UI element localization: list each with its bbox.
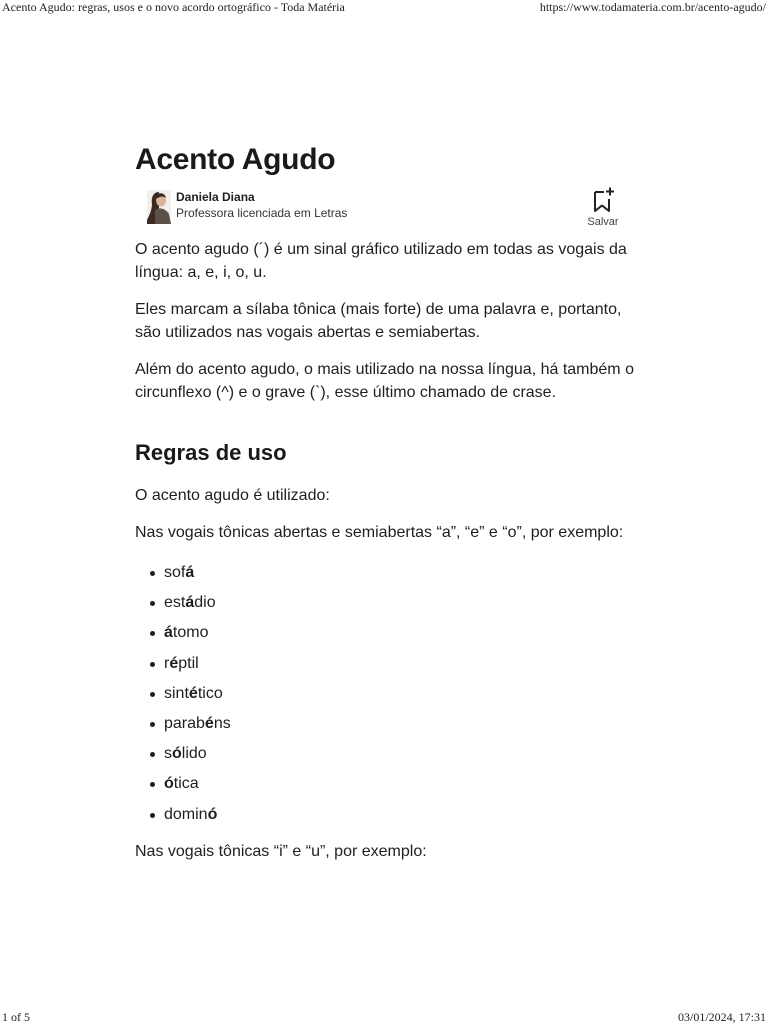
author-name[interactable]: Daniela Diana: [176, 190, 255, 204]
print-header-url: https://www.todamateria.com.br/acento-agudo/: [539, 0, 766, 14]
list-item: estádio: [135, 588, 635, 618]
intro-paragraph-3: Além do acento agudo, o mais utilizado na nossa língua, há também o circunflexo (^) e o grave (`), esse último chamado de crase.: [135, 361, 634, 401]
print-header-page-title: Acento Agudo: regras, usos e o novo acordo ortográfico - Toda Matéria: [2, 0, 345, 14]
author-avatar[interactable]: [147, 190, 171, 224]
author-role: Professora licenciada em Letras: [176, 206, 348, 220]
rule-i-u: Nas vogais tônicas “i” e “u”, por exemplo:: [135, 842, 427, 860]
list-item: ótica: [135, 769, 635, 799]
save-button[interactable]: [579, 186, 627, 236]
bookmark-add-icon: [590, 186, 616, 214]
section-heading-regras: Regras de uso: [135, 440, 287, 465]
list-item: sofá: [135, 558, 635, 588]
author-byline: [135, 186, 635, 238]
list-item: sintético: [135, 679, 635, 709]
examples-list: [135, 558, 635, 830]
list-item: sólido: [135, 739, 635, 769]
intro-paragraph-1: O acento agudo (´) é um sinal gráfico utilizado em todas as vogais da língua: a, e, i, o, u.: [135, 241, 627, 281]
print-footer-datetime: 03/01/2024, 17:31: [677, 1010, 766, 1024]
save-label: Salvar: [587, 216, 619, 228]
list-item: réptil: [135, 649, 635, 679]
article-title: Acento Agudo: [135, 143, 336, 176]
print-footer-page-count: 1 of 5: [2, 1010, 30, 1024]
rule-open-vowels: Nas vogais tônicas abertas e semiabertas “a”, “e” e “o”, por exemplo:: [135, 524, 624, 541]
section-intro: O acento agudo é utilizado:: [135, 487, 330, 504]
intro-paragraph-2: Eles marcam a sílaba tônica (mais forte) de uma palavra e, portanto, são utilizados nas vogais abertas e semiabertas.: [135, 301, 622, 341]
article: [135, 140, 635, 877]
list-item: dominó: [135, 800, 635, 830]
author-photo-icon: [147, 190, 171, 224]
list-item: parabéns: [135, 709, 635, 739]
list-item: átomo: [135, 618, 635, 648]
